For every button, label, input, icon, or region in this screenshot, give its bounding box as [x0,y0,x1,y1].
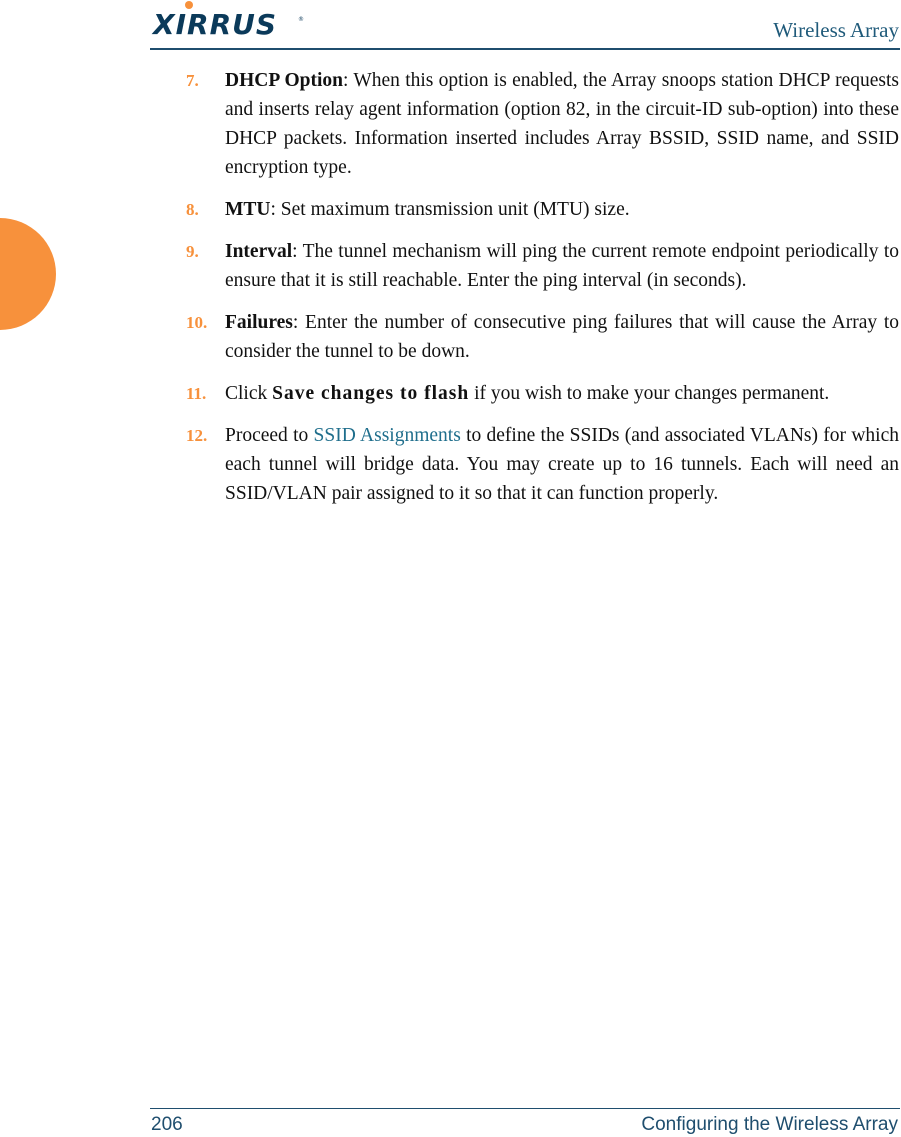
footer-section-title: Configuring the Wireless Array [641,1114,898,1135]
step-term: Failures [225,312,293,333]
step-9 [186,237,899,295]
step-text: : When this option is enabled, the Array snoops station DHCP requests and inserts relay agent information (option 82, in the circuit-ID sub-option) into these DHCP packets. Information inserted includes Array BSSID, SSID name, and SSID encryption type. [225,70,899,178]
step-11 [186,379,899,408]
step-text: to define the SSIDs (and associated VLANs) for which each tunnel will bridge data. You may create up to 16 tunnels. Each will need an SSID/VLAN pair assigned to it so that it can function properly. [225,425,899,504]
step-number: 8. [186,200,199,219]
step-term: DHCP Option [225,70,343,91]
step-number: 9. [186,242,199,261]
step-number: 11. [186,384,207,403]
step-term: MTU [225,199,271,220]
running-header-title: Wireless Array [773,18,899,42]
step-term: Save changes to flash [272,383,470,404]
step-8 [186,195,899,224]
step-text: : Enter the number of consecutive ping failures that will cause the Array to consider the tunnel to be down. [225,312,899,362]
page-number: 206 [151,1114,183,1135]
numbered-steps [186,66,899,521]
step-text: if you wish to make your changes permanent. [469,383,830,404]
step-prefix: Click [225,383,273,404]
step-text: : The tunnel mechanism will ping the current remote endpoint periodically to ensure that it is still reachable. Enter the ping interval (in seconds). [225,241,899,291]
header-divider [150,48,900,50]
footer-divider [150,1108,900,1109]
ssid-assignments-link[interactable]: SSID Assignments [313,425,461,446]
step-term: Interval [225,241,293,262]
step-number: 12. [186,426,208,445]
step-number: 7. [186,71,199,90]
step-number: 10. [186,313,208,332]
step-7 [186,66,899,182]
step-prefix: Proceed to [225,425,314,446]
step-10 [186,308,899,366]
step-text: : Set maximum transmission unit (MTU) size. [270,199,630,220]
registered-mark: ® [298,16,304,23]
chapter-tab-marker [0,218,56,330]
step-12 [186,421,899,508]
logo-text: XIRRUS [153,8,278,41]
